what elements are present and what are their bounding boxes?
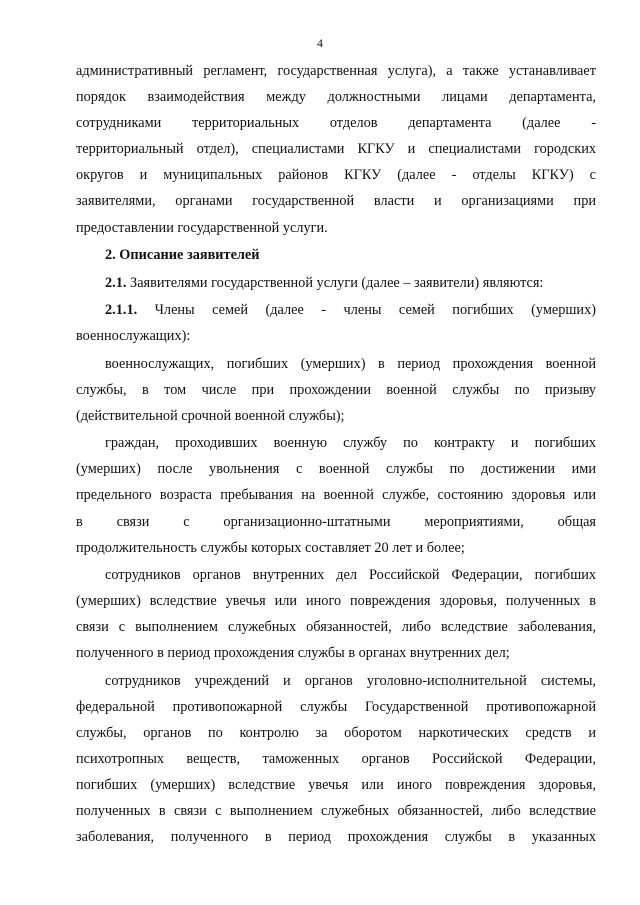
clause-2-1 bbox=[76, 270, 596, 296]
text-line: психотропных веществ, таможенных органов Российской Федерации, bbox=[76, 751, 596, 768]
text-line: службы, в том числе при прохождении военной службы по призыву bbox=[76, 381, 596, 398]
text-line: полученных в связи с выполнением служебных обязанностей, либо вследствие bbox=[76, 803, 596, 820]
document-body bbox=[76, 58, 596, 851]
text-line: административный регламент, государственная услуга), а также устанавливает bbox=[76, 63, 596, 79]
text-line: граждан, проходивших военную службу по контракту и погибших bbox=[105, 435, 596, 452]
section-heading-text: 2. Описание заявителей bbox=[105, 247, 260, 264]
text-line: полученного в период прохождения службы в органах внутренних дел; bbox=[76, 645, 510, 662]
text-line: связи с выполнением служебных обязанностей, либо вследствие заболевания, bbox=[76, 619, 596, 636]
text-line: сотрудников учреждений и органов уголовно-исполнительной системы, bbox=[105, 672, 596, 689]
text-line: в связи с организационно-штатными мероприятиями, общая bbox=[76, 513, 596, 530]
text-line: погибших (умерших) вследствие увечья или иного повреждения здоровья, bbox=[76, 777, 596, 794]
text-line: территориальный отдел), специалистами КГКУ и специалистами городских bbox=[76, 141, 596, 158]
text-line: заявителями, органами государственной власти и организациями при bbox=[76, 193, 596, 210]
text-line: военнослужащих, погибших (умерших) в период прохождения военной bbox=[105, 355, 596, 372]
text-line: заболевания, полученного в период прохождения службы в указанных bbox=[76, 829, 596, 846]
clause-2-1-1 bbox=[76, 297, 596, 323]
text-line: сотрудниками территориальных отделов департамента (далее - bbox=[76, 115, 596, 132]
text-line: предельного возраста пребывания на военной службе, состоянию здоровья или bbox=[76, 487, 596, 504]
clause-text: Заявителями государственной услуги (далее – заявители) являются: bbox=[126, 274, 544, 291]
section-heading bbox=[76, 242, 596, 268]
text-line: службы, органов по контролю за оборотом наркотических средств и bbox=[76, 725, 596, 742]
text-line: (умерших) после увольнения с военной службы по достижении ими bbox=[76, 461, 596, 478]
clause-text: Члены семей (далее - члены семей погибших (умерших) bbox=[137, 302, 596, 319]
text-line: предоставлении государственной услуги. bbox=[76, 219, 328, 236]
text-line: продолжительность службы которых составляет 20 лет и более; bbox=[76, 539, 465, 556]
clause-number: 2.1. bbox=[105, 274, 127, 291]
text-line: сотрудников органов внутренних дел Российской Федерации, погибших bbox=[105, 567, 596, 584]
text-line: округов и муниципальных районов КГКУ (далее - отделы КГКУ) с bbox=[76, 167, 596, 184]
text-line: порядок взаимодействия между должностными лицами департамента, bbox=[76, 89, 596, 106]
text-line: военнослужащих): bbox=[76, 328, 191, 345]
clause-number: 2.1.1. bbox=[105, 302, 138, 319]
page-number: 4 bbox=[317, 36, 323, 50]
text-line: (действительной срочной военной службы); bbox=[76, 407, 345, 424]
text-line: (умерших) вследствие увечья или иного повреждения здоровья, полученных в bbox=[76, 593, 596, 610]
text-line: федеральной противопожарной службы Государственной противопожарной bbox=[76, 698, 596, 715]
